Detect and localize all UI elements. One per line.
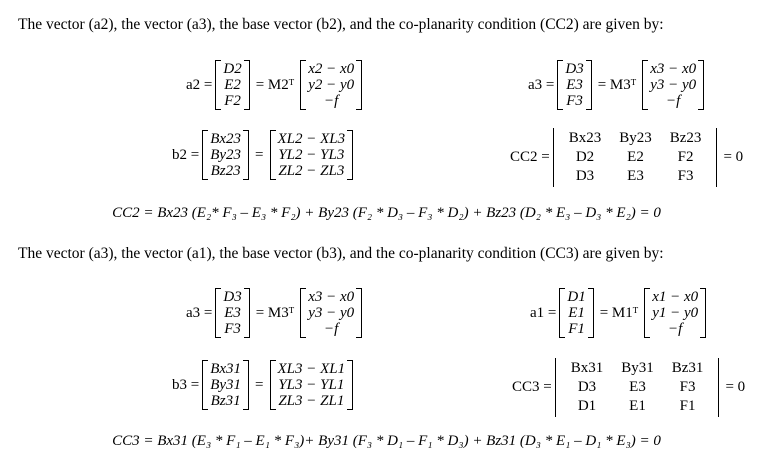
section2-intro: The vector (a3), the vector (a1), the base vector (b3), and the co-planarity condition (CC3) are given by: bbox=[18, 245, 664, 262]
a3-vector bbox=[557, 60, 591, 110]
cc2-lhs: CC2 = bbox=[510, 149, 550, 165]
a3-vec-1: E3 bbox=[224, 305, 241, 321]
b2-operator: = bbox=[255, 146, 264, 163]
b3-lhs: b3 = bbox=[172, 376, 200, 393]
a1-vec-2: F1 bbox=[568, 321, 585, 337]
a1-rhs-2: −f bbox=[668, 321, 683, 337]
a3-vec-2: F3 bbox=[566, 93, 583, 109]
a3-rhs-2: −f bbox=[324, 321, 339, 337]
equation-a2 bbox=[186, 60, 365, 110]
cc2-row bbox=[560, 148, 711, 167]
b3-vec-1: By31 bbox=[210, 377, 242, 393]
cc2-row bbox=[560, 129, 711, 148]
cc3-row bbox=[562, 397, 713, 416]
cc3-row bbox=[562, 378, 713, 397]
a3-rhs-2: −f bbox=[666, 93, 681, 109]
b2-rhs-1: YL2 − YL3 bbox=[278, 147, 345, 163]
equation-a3-second bbox=[186, 288, 365, 338]
a3-lhs: a3 = bbox=[528, 76, 555, 93]
cc3-expanded-equation: CC3 = Bx31 (E₃ * F₁ – E₁ * F₃)+ By31 (F₃ * D₁ – F₁ * D₃) + Bz31 (D₃ * E₁ – D₁ * E₃) = 0 bbox=[112, 433, 661, 449]
section1-intro: The vector (a2), the vector (a3), the base vector (b2), and the co-planarity condition (CC2) are given by: bbox=[18, 16, 664, 33]
cc3-cell: E1 bbox=[629, 398, 646, 414]
b2-vec-2: Bz23 bbox=[210, 163, 241, 179]
a1-rhs-0: x1 − x0 bbox=[652, 289, 699, 305]
b2-vec-0: Bx23 bbox=[210, 131, 242, 147]
cc3-cell: Bz31 bbox=[671, 360, 704, 376]
a1-rhs-1: y1 − y0 bbox=[652, 305, 699, 321]
a2-operator: = M2ᵀ bbox=[255, 76, 295, 93]
cc3-cell: By31 bbox=[621, 360, 654, 376]
a3-rhs-0: x3 − x0 bbox=[308, 289, 355, 305]
a3-rhs-1: y3 − y0 bbox=[650, 77, 697, 93]
b3-rhs-1: YL3 − YL1 bbox=[278, 377, 345, 393]
a1-vec-1: E1 bbox=[568, 305, 585, 321]
a2-rhs-vector bbox=[300, 60, 362, 110]
cc2-cell: F3 bbox=[677, 168, 694, 184]
cc2-cell: Bz23 bbox=[669, 130, 702, 146]
a3-vector bbox=[215, 288, 249, 338]
a3-lhs: a3 = bbox=[186, 304, 213, 321]
b3-rhs-0: XL3 − XL1 bbox=[277, 361, 346, 377]
b3-vec-2: Bz31 bbox=[210, 393, 241, 409]
cc3-cell: E3 bbox=[629, 379, 646, 395]
b2-rhs-vector bbox=[270, 130, 354, 180]
cc3-lhs: CC3 = bbox=[512, 379, 552, 395]
a3-operator: = M3ᵀ bbox=[255, 304, 295, 321]
cc2-cell: D3 bbox=[575, 168, 595, 184]
a1-lhs: a1 = bbox=[530, 304, 557, 321]
a3-vec-0: D3 bbox=[223, 289, 242, 305]
a3-rhs-vector bbox=[642, 60, 704, 110]
a2-lhs: a2 = bbox=[186, 76, 213, 93]
equation-cc2 bbox=[510, 128, 746, 187]
cc2-cell: D2 bbox=[575, 149, 595, 165]
a3-operator: = M3ᵀ bbox=[597, 76, 637, 93]
b2-rhs-2: ZL2 − ZL3 bbox=[278, 163, 345, 179]
equation-b2 bbox=[172, 130, 356, 180]
cc2-cell: E2 bbox=[627, 149, 644, 165]
a1-operator: = M1ᵀ bbox=[599, 304, 639, 321]
cc2-cell: Bx23 bbox=[568, 130, 602, 146]
a3-vec-1: E3 bbox=[566, 77, 583, 93]
cc2-row bbox=[560, 167, 711, 186]
b2-vector bbox=[202, 130, 249, 180]
cc3-cell: Bx31 bbox=[570, 360, 604, 376]
b2-lhs: b2 = bbox=[172, 146, 200, 163]
a1-vec-0: D1 bbox=[567, 289, 586, 305]
equation-cc3 bbox=[512, 358, 748, 417]
a2-vec-1: E2 bbox=[224, 77, 241, 93]
cc2-equals-zero: = 0 bbox=[723, 149, 744, 165]
b3-vector bbox=[202, 360, 249, 410]
a3-vec-2: F3 bbox=[224, 321, 241, 337]
cc3-equals-zero: = 0 bbox=[725, 379, 746, 395]
cc2-cell: E3 bbox=[627, 168, 644, 184]
b3-vec-0: Bx31 bbox=[210, 361, 242, 377]
a2-rhs-1: y2 − y0 bbox=[308, 77, 355, 93]
cc2-cell: F2 bbox=[677, 149, 694, 165]
a2-rhs-2: −f bbox=[324, 93, 339, 109]
a3-rhs-1: y3 − y0 bbox=[308, 305, 355, 321]
a1-rhs-vector bbox=[644, 288, 706, 338]
b2-rhs-0: XL2 − XL3 bbox=[277, 131, 346, 147]
a2-vec-0: D2 bbox=[223, 61, 242, 77]
b3-rhs-2: ZL3 − ZL1 bbox=[278, 393, 345, 409]
equation-b3 bbox=[172, 360, 356, 410]
a3-rhs-0: x3 − x0 bbox=[650, 61, 697, 77]
a2-rhs-0: x2 − x0 bbox=[308, 61, 355, 77]
cc2-cell: By23 bbox=[619, 130, 652, 146]
a2-vector bbox=[215, 60, 249, 110]
a2-vec-2: F2 bbox=[224, 93, 241, 109]
b3-operator: = bbox=[255, 376, 264, 393]
a3-vec-0: D3 bbox=[565, 61, 584, 77]
a1-vector bbox=[559, 288, 593, 338]
cc3-determinant bbox=[555, 358, 720, 417]
cc2-expanded-equation: CC2 = Bx23 (E₂* F₃ – E₃ * F₂) + By23 (F₂ * D₃ – F₃ * D₂) + Bz23 (D₂ * E₃ – D₃ * E₂) = 0 bbox=[112, 205, 661, 221]
cc2-determinant bbox=[553, 128, 718, 187]
cc3-cell: F3 bbox=[679, 379, 696, 395]
cc3-row bbox=[562, 359, 713, 378]
cc3-cell: D1 bbox=[577, 398, 597, 414]
equation-a3-first bbox=[528, 60, 707, 110]
cc3-cell: D3 bbox=[577, 379, 597, 395]
a3-rhs-vector bbox=[300, 288, 362, 338]
b2-vec-1: By23 bbox=[210, 147, 242, 163]
equation-a1 bbox=[530, 288, 709, 338]
cc3-cell: F1 bbox=[679, 398, 696, 414]
b3-rhs-vector bbox=[270, 360, 354, 410]
